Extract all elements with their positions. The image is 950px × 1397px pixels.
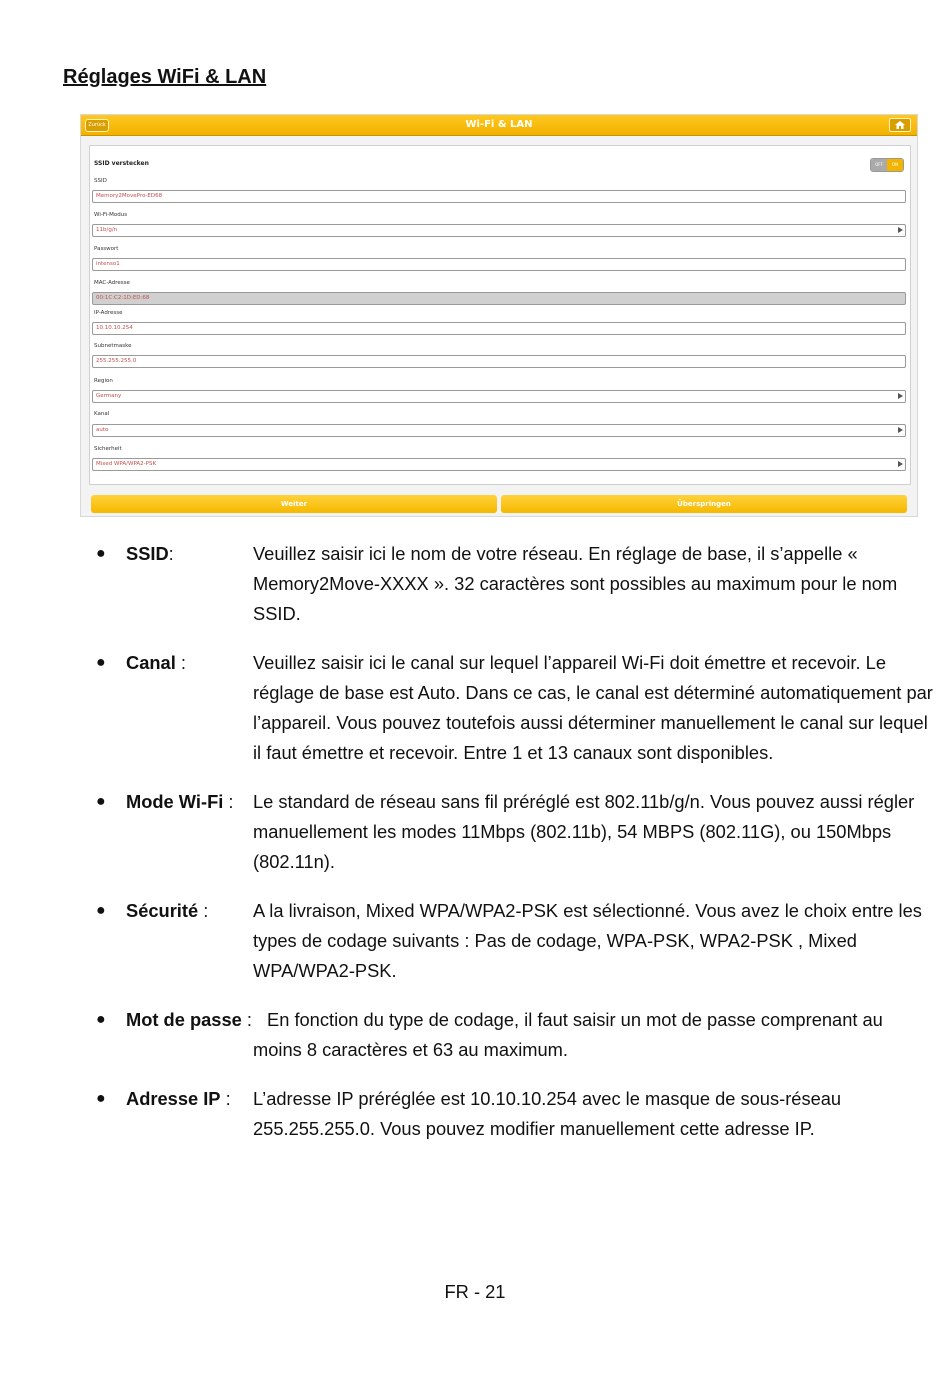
wifi-mode-value: 11b/g/n	[96, 227, 118, 233]
toggle-off-label: OFF	[871, 159, 887, 171]
subnet-mask-input[interactable]: 255.255.255.0	[92, 355, 906, 368]
item-description: Le standard de réseau sans fil préréglé est 802.11b/g/n. Vous pouvez aussi régler manuellement les modes 11Mbps (802.11b), 54 MBPS (802.11G), ou 150Mbps (802.11n).	[253, 791, 915, 872]
list-item	[0, 787, 950, 877]
mac-address-field: 00:1C:C2:1D:ED:68	[92, 292, 906, 305]
bullet-icon: ●	[96, 793, 106, 810]
ssid-label: SSID	[94, 178, 107, 184]
item-description: L’adresse IP préréglée est 10.10.10.254 avec le masque de sous-réseau 255.255.255.0. Vous pouvez modifier manuellement cette adresse IP.	[253, 1088, 842, 1139]
settings-form	[89, 145, 911, 485]
region-label: Region	[94, 378, 113, 384]
chevron-right-icon	[898, 227, 903, 233]
item-term: Mot de passe :	[126, 1009, 252, 1030]
item-description: A la livraison, Mixed WPA/WPA2-PSK est sélectionné. Vous avez le choix entre les types de codage suivants : Pas de codage, WPA-PSK, WPA2-PSK , Mixed WPA/WPA2-PSK.	[253, 900, 922, 981]
toggle-on-label: ON	[887, 159, 903, 171]
password-input[interactable]: intenso1	[92, 258, 906, 271]
list-item	[0, 1084, 950, 1144]
security-select[interactable]	[92, 458, 906, 471]
wifi-mode-select[interactable]	[92, 224, 906, 237]
page-number: FR - 21	[444, 1281, 506, 1302]
ip-address-label: IP-Adresse	[94, 310, 123, 316]
item-description: Veuillez saisir ici le canal sur lequel l’appareil Wi-Fi doit émettre et recevoir. Le réglage de base est Auto. Dans ce cas, le canal est déterminé automatiquement par l’appareil. Vous pouvez toutefois aussi déterminer manuellement le canal sur lequel il faut émettre et recevoir. Entre 1 et 13 canaux sont disponibles.	[253, 652, 933, 763]
channel-value: auto	[96, 427, 109, 433]
list-item	[0, 539, 950, 629]
item-description: Veuillez saisir ici le nom de votre réseau. En réglage de base, il s’appelle « Memory2Move-XXXX ». 32 caractères sont possibles au maximum pour le nom SSID.	[253, 543, 898, 624]
skip-button[interactable]: Überspringen	[501, 495, 907, 513]
bullet-icon: ●	[96, 902, 106, 919]
region-value: Germany	[96, 393, 122, 399]
chevron-right-icon	[898, 427, 903, 433]
bullet-icon: ●	[96, 654, 106, 671]
ssid-input[interactable]: Memory2MovePro-ED68	[92, 190, 906, 203]
home-icon	[895, 121, 905, 129]
wifi-mode-label: Wi-Fi-Modus	[94, 212, 128, 218]
region-select[interactable]	[92, 390, 906, 403]
home-button[interactable]	[889, 118, 911, 132]
channel-label: Kanal	[94, 411, 110, 417]
security-value: Mixed WPA/WPA2-PSK	[96, 461, 157, 467]
item-description: En fonction du type de codage, il faut saisir un mot de passe comprenant au moins 8 caractères et 63 au maximum.	[253, 1009, 883, 1060]
settings-description-list	[0, 539, 950, 1163]
app-top-bar	[81, 115, 917, 135]
subnet-mask-label: Subnetmaske	[94, 343, 132, 349]
list-item	[0, 896, 950, 986]
item-term: Adresse IP :	[126, 1088, 231, 1109]
ip-address-input[interactable]: 10.10.10.254	[92, 322, 906, 335]
bullet-icon: ●	[96, 1090, 106, 1107]
item-term: Sécurité :	[126, 900, 209, 921]
password-label: Passwort	[94, 246, 119, 252]
page-heading: Réglages WiFi & LAN	[63, 66, 267, 88]
mac-address-label: MAC-Adresse	[94, 280, 130, 286]
screen-title: Wi-Fi & LAN	[465, 119, 533, 130]
chevron-right-icon	[898, 393, 903, 399]
hide-ssid-toggle[interactable]	[870, 158, 904, 172]
channel-select[interactable]	[92, 424, 906, 437]
list-item	[0, 1005, 950, 1065]
list-item	[0, 648, 950, 768]
chevron-right-icon	[898, 461, 903, 467]
bullet-icon: ●	[96, 545, 106, 562]
hide-ssid-label: SSID verstecken	[94, 160, 149, 167]
security-label: Sicherheit	[94, 446, 122, 452]
bullet-icon: ●	[96, 1011, 106, 1028]
item-term: Mode Wi-Fi :	[126, 791, 234, 812]
item-term: SSID:	[126, 543, 174, 564]
item-term: Canal :	[126, 652, 186, 673]
next-button[interactable]: Weiter	[91, 495, 497, 513]
wifi-lan-screenshot	[80, 114, 918, 517]
back-button[interactable]: Zurück	[85, 119, 109, 132]
